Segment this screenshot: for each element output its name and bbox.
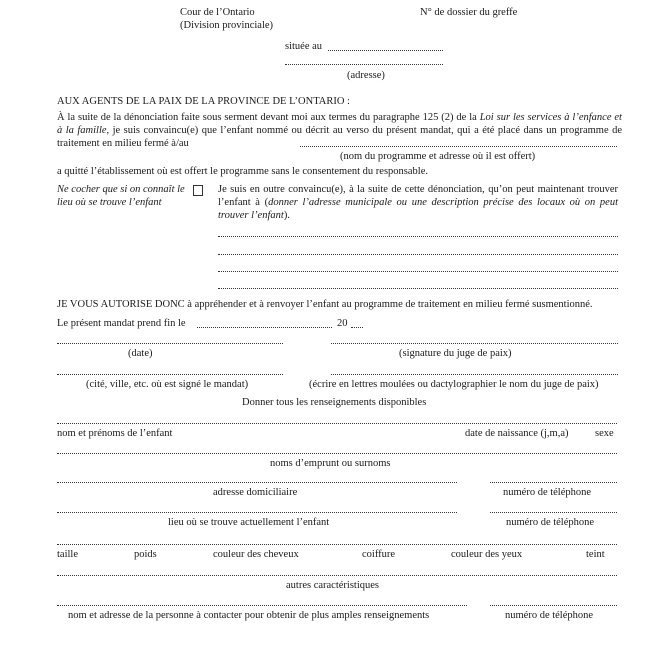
location-instructions: donner l’adresse municipale ou une description précise des locaux où on peut trouver l’enfant	[218, 197, 619, 222]
location-line-3[interactable]	[218, 271, 618, 272]
home-address-caption: adresse domiciliaire	[213, 487, 298, 498]
physical-description-field[interactable]	[57, 544, 617, 545]
program-field[interactable]	[300, 146, 617, 147]
aliases-field[interactable]	[57, 453, 617, 454]
situated-at-field[interactable]	[328, 50, 443, 51]
phone-caption-3: numéro de téléphone	[505, 610, 594, 621]
date-caption: (date)	[128, 348, 153, 359]
contact-caption: nom et adresse de la personne à contacter pour obtenir de plus amples renseignements	[68, 610, 430, 621]
current-location-field[interactable]	[57, 512, 457, 513]
sex-caption: sexe	[595, 428, 614, 439]
aliases-caption: noms d’emprunt ou surnoms	[270, 458, 391, 469]
height-caption: taille	[57, 549, 78, 560]
signature-field[interactable]	[331, 343, 618, 344]
statement-paragraph	[57, 111, 622, 150]
expiry-label: Le présent mandat prend fin le	[57, 318, 186, 329]
addressee-heading: AUX AGENTS DE LA PAIX DE LA PROVINCE DE L’ONTARIO :	[57, 96, 350, 107]
expiry-year-field[interactable]	[351, 327, 363, 328]
birth-date-caption: date de naissance (j,m,a)	[465, 428, 569, 439]
location-paragraph	[218, 183, 618, 222]
phone-field-1[interactable]	[490, 482, 617, 483]
contact-field[interactable]	[57, 605, 467, 606]
checkbox-note: Ne cocher que si on connaît le lieu où se trouve l’enfant	[57, 184, 185, 209]
give-info-heading: Donner tous les renseignements disponibles	[242, 397, 427, 408]
place-caption: (cité, ville, etc. où est signé le mandat)	[86, 379, 249, 390]
address-field[interactable]	[285, 64, 443, 65]
court-division: (Division provinciale)	[180, 20, 274, 31]
other-features-caption: autres caractéristiques	[286, 580, 379, 591]
current-location-caption: lieu où se trouve actuellement l’enfant	[168, 517, 330, 528]
eye-color-caption: couleur des yeux	[451, 549, 523, 560]
location-line-2[interactable]	[218, 254, 618, 255]
law-title: Loi sur les services à l’enfance et à la famille	[57, 112, 622, 137]
expiry-date-field[interactable]	[197, 327, 332, 328]
date-field[interactable]	[57, 343, 283, 344]
child-name-field[interactable]	[57, 423, 617, 424]
court-file-number-label: N° de dossier du greffe	[420, 7, 518, 18]
location-line-1[interactable]	[218, 236, 618, 237]
phone-field-2[interactable]	[490, 512, 617, 513]
justice-name-field[interactable]	[331, 374, 618, 375]
court-name: Cour de l’Ontario	[180, 7, 255, 18]
signature-caption: (signature du juge de paix)	[399, 348, 512, 359]
child-name-caption: nom et prénoms de l’enfant	[57, 428, 173, 439]
location-line-4[interactable]	[218, 288, 618, 289]
location-text-end: ).	[283, 210, 290, 222]
home-address-field[interactable]	[57, 482, 457, 483]
location-text-start: Je suis en outre convaincu(e), à la suite de cette dénonciation, qu’on peut maintenant trouver l’enfant à (	[218, 184, 618, 209]
phone-caption-2: numéro de téléphone	[506, 517, 595, 528]
program-caption: (nom du programme et adresse où il est offert)	[340, 151, 536, 162]
complexion-caption: teint	[586, 549, 605, 560]
print-name-caption: (écrire en lettres moulées ou dactylographier le nom du juge de paix)	[309, 379, 599, 390]
place-field[interactable]	[57, 374, 283, 375]
authorization-text	[57, 298, 593, 311]
location-known-checkbox[interactable]	[193, 185, 203, 196]
address-caption: (adresse)	[347, 70, 385, 81]
statement-text-start: À la suite de la dénonciation faite sous serment devant moi aux termes du paragraphe 125 (2) de la	[57, 112, 480, 123]
situated-at-label: située au	[285, 41, 323, 52]
hairstyle-caption: coiffure	[362, 549, 396, 560]
authorization-lead: JE VOUS AUTORISE DONC	[57, 299, 185, 310]
weight-caption: poids	[134, 549, 157, 560]
phone-caption-1: numéro de téléphone	[503, 487, 592, 498]
left-establishment-text: a quitté l’établissement où est offert le programme sans le consentement du responsable.	[57, 166, 428, 177]
other-features-field[interactable]	[57, 575, 617, 576]
authorization-rest: à appréhender et à renvoyer l’enfant au programme de traitement en milieu fermé susmentionné.	[184, 299, 593, 310]
statement-text-end: , je suis convaincu(e) que l’enfant nommé ou décrit au verso du présent mandat, qui a été placé dans un programme de traitement en milieu fermé à/au	[57, 125, 622, 150]
phone-field-3[interactable]	[490, 605, 617, 606]
expiry-year-prefix: 20	[337, 318, 348, 329]
hair-color-caption: couleur des cheveux	[213, 549, 299, 560]
